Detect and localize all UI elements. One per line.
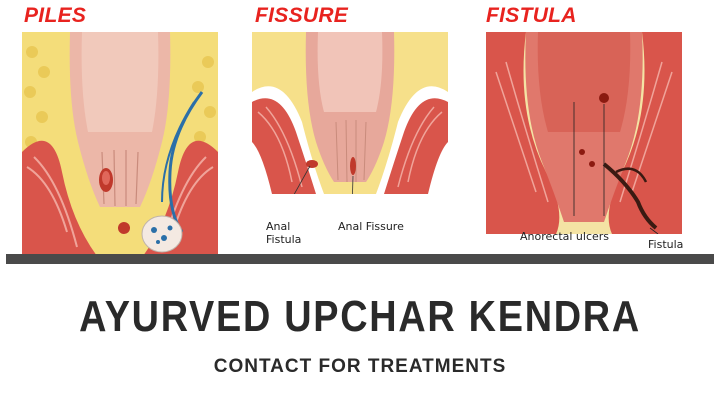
tagline: CONTACT FOR TREATMENTS — [213, 356, 507, 377]
anal-fistula-label: Anal Fistula — [266, 220, 302, 246]
piles-illustration — [22, 32, 218, 256]
divider-bar — [6, 254, 714, 264]
fissure-illustration — [252, 32, 448, 194]
fissure-title: FISSURE — [255, 4, 349, 27]
brand-name: AYURVED UPCHAR KENDRA — [79, 292, 641, 341]
fistula-label: Fistula — [648, 238, 684, 251]
anal-fissure-label: Anal Fissure — [338, 220, 404, 233]
fistula-illustration — [486, 32, 682, 234]
anorectal-ulcers-label: Anorectal ulcers — [520, 230, 610, 243]
piles-title: PILES — [24, 4, 87, 27]
fistula-title: FISTULA — [486, 4, 577, 27]
